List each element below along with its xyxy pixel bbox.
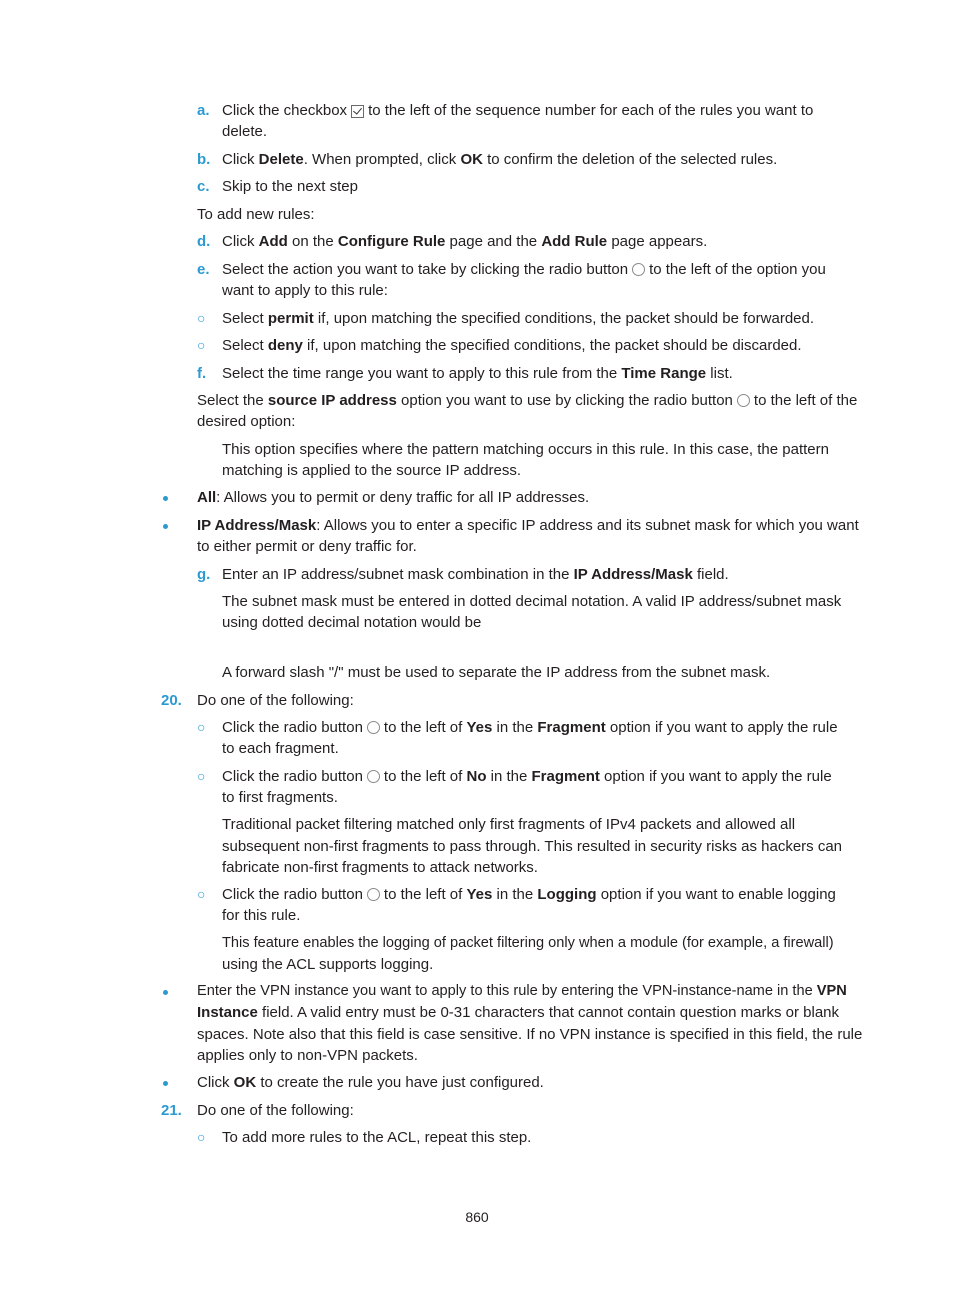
ipmask-line-1	[197, 515, 859, 536]
text: to the left of the	[753, 392, 858, 409]
more-rules-line: To add more rules to the ACL, repeat this step.	[222, 1129, 532, 1146]
note-frag-1: Traditional packet filtering matched only first fragments of IPv4 packets and allowed all	[222, 816, 796, 833]
logging-term: Logging	[537, 886, 597, 903]
bullet-icon	[163, 990, 168, 995]
radio-button-icon	[367, 721, 380, 734]
add-term: Add	[258, 233, 288, 250]
text: page and the	[445, 233, 542, 250]
sub-bullet-icon: ○	[197, 768, 206, 784]
sub-bullet-icon: ○	[197, 886, 206, 902]
text: to confirm the deletion of the selected rules.	[482, 151, 778, 168]
vpn-line-4: applies only to non-VPN packets.	[197, 1047, 418, 1064]
step-d-line	[222, 231, 707, 252]
radio-button-icon	[632, 263, 645, 276]
text: option if you want to enable logging	[596, 886, 836, 903]
no-term: No	[466, 768, 487, 785]
step-marker-f: f.	[197, 365, 207, 382]
text: if, upon matching the specified conditions, the packet should be discarded.	[302, 337, 802, 354]
note-log-1: This feature enables the logging of packet filtering only when a module (for example, a firewall)	[222, 935, 834, 951]
bullet-icon	[163, 1081, 168, 1086]
fragment-term: Fragment	[531, 768, 600, 785]
text: option you want to use by clicking the radio button	[396, 392, 733, 409]
step-marker-21: 21.	[161, 1102, 182, 1119]
text: . When prompted, click	[303, 151, 461, 168]
text: Click the radio button	[222, 768, 363, 785]
text: option if you want to apply the rule	[605, 719, 838, 736]
text: Select	[222, 310, 268, 327]
note-frag-3: fabricate non-first fragments to attack networks.	[222, 859, 538, 876]
step-marker-c: c.	[197, 178, 210, 195]
fragment-term: Fragment	[537, 719, 606, 736]
bullet-icon	[163, 496, 168, 501]
text: : Allows you to permit or deny traffic for all IP addresses.	[216, 489, 590, 506]
vpn-line-1	[197, 981, 847, 1002]
text: Click	[222, 233, 259, 250]
text: page appears.	[607, 233, 708, 250]
step-e-line-2: want to apply to this rule:	[222, 282, 388, 299]
yes-term: Yes	[466, 886, 493, 903]
yes-term: Yes	[466, 719, 493, 736]
note-source-1: This option specifies where the pattern matching occurs in this rule. In this case, the pattern	[222, 441, 829, 458]
sub-bullet-icon: ○	[197, 719, 206, 735]
time-range-term: Time Range	[621, 365, 707, 382]
vpn-line-3: spaces. Note also that this field is case sensitive. If no VPN instance is specified in this field, the rule	[197, 1026, 863, 1043]
text: field.	[692, 566, 729, 583]
sub-bullet-icon: ○	[197, 1129, 206, 1145]
delete-term: Delete	[258, 151, 304, 168]
bullet-icon	[163, 524, 168, 529]
frag-no-line-2: to first fragments.	[222, 789, 338, 806]
text: option if you want to apply the rule	[599, 768, 832, 785]
checkbox-checked-icon	[351, 105, 364, 118]
text: Click	[222, 151, 259, 168]
step-c-line: Skip to the next step	[222, 178, 358, 195]
all-term: All	[197, 489, 217, 506]
frag-yes-line-1	[222, 717, 838, 738]
note-slash: A forward slash "/" must be used to separate the IP address from the subnet mask.	[222, 664, 771, 681]
text: Select the	[197, 392, 268, 409]
ok-term: OK	[233, 1074, 257, 1091]
permit-line	[222, 308, 814, 329]
text: Select	[222, 337, 268, 354]
note-frag-2: subsequent non-first fragments to pass through. This resulted in security risks as hackers can	[222, 838, 843, 855]
note-mask-1: The subnet mask must be entered in dotted decimal notation. A valid IP address/subnet mask	[222, 593, 842, 610]
text: in the	[486, 768, 532, 785]
step-marker-g: g.	[197, 566, 211, 583]
text: to the left of	[383, 768, 467, 785]
text: to the left of	[383, 719, 467, 736]
text: Enter the VPN instance you want to apply to this rule by entering the VPN-instance-name in the	[197, 983, 817, 999]
step-marker-a: a.	[197, 102, 210, 119]
step-g-line	[222, 564, 729, 585]
step-marker-d: d.	[197, 233, 211, 250]
log-yes-line-2: for this rule.	[222, 907, 301, 924]
radio-button-icon	[367, 888, 380, 901]
text: field. A valid entry must be 0-31 characters that cannot contain question marks or blank	[257, 1004, 840, 1021]
add-rule-term: Add Rule	[541, 233, 608, 250]
step-marker-b: b.	[197, 151, 211, 168]
text: : Allows you to enter a specific IP address and its subnet mask for which you want	[316, 517, 859, 534]
intro-add-rules: To add new rules:	[197, 206, 315, 223]
note-mask-2: using dotted decimal notation would be	[222, 614, 482, 631]
radio-button-icon	[737, 394, 750, 407]
sub-bullet-icon: ○	[197, 337, 206, 353]
permit-term: permit	[267, 310, 314, 327]
text: to the left of	[383, 886, 467, 903]
ipmask-line-2: to either permit or deny traffic for.	[197, 538, 417, 555]
text: Enter an IP address/subnet mask combination in the	[222, 566, 574, 583]
note-log-2: using the ACL supports logging.	[222, 956, 434, 973]
all-line	[197, 487, 589, 508]
text: Click the radio button	[222, 719, 363, 736]
step-20-line: Do one of the following:	[197, 692, 354, 709]
frag-yes-line-2: to each fragment.	[222, 740, 339, 757]
text: on the	[287, 233, 338, 250]
instance-term: Instance	[197, 1004, 258, 1021]
step-a-text-2: to the left of the sequence number for each of the rules you want to	[368, 102, 814, 119]
text: list.	[706, 365, 733, 382]
text: if, upon matching the specified conditions, the packet should be forwarded.	[313, 310, 815, 327]
vpn-term: VPN	[816, 983, 847, 999]
text: in the	[492, 886, 538, 903]
step-e-line-1	[222, 259, 826, 280]
frag-no-line-1	[222, 766, 832, 787]
ok-term: OK	[460, 151, 483, 168]
text: Select the action you want to take by clicking the radio button	[222, 261, 629, 278]
ip-mask-field-term: IP Address/Mask	[573, 566, 693, 583]
text: to the left of the option you	[649, 261, 826, 278]
text: Click the radio button	[222, 886, 363, 903]
configure-rule-term: Configure Rule	[337, 233, 446, 250]
step-b-line	[222, 149, 777, 170]
ok-line	[197, 1072, 544, 1093]
step-marker-e: e.	[197, 261, 210, 278]
radio-button-icon	[367, 770, 380, 783]
step-f-line	[222, 363, 733, 384]
source-ip-term: source IP address	[267, 392, 397, 409]
step-a-line-2: delete.	[222, 123, 268, 140]
vpn-line-2	[197, 1002, 839, 1023]
text: in the	[492, 719, 538, 736]
deny-line	[222, 335, 802, 356]
text: Select the time range you want to apply to this rule from the	[222, 365, 622, 382]
note-source-2: matching is applied to the source IP address.	[222, 462, 522, 479]
ip-mask-term: IP Address/Mask	[197, 517, 317, 534]
deny-term: deny	[267, 337, 303, 354]
step-marker-20: 20.	[161, 692, 182, 709]
text: Click	[197, 1074, 234, 1091]
text: to create the rule you have just configured.	[256, 1074, 544, 1091]
page-number: 860	[465, 1209, 489, 1225]
step-a-line-1	[222, 100, 813, 121]
log-yes-line-1	[222, 884, 836, 905]
source-line-2: desired option:	[197, 413, 296, 430]
source-line-1	[197, 390, 857, 411]
step-a-text: Click the checkbox	[222, 102, 348, 119]
sub-bullet-icon: ○	[197, 310, 206, 326]
step-21-line: Do one of the following:	[197, 1102, 354, 1119]
